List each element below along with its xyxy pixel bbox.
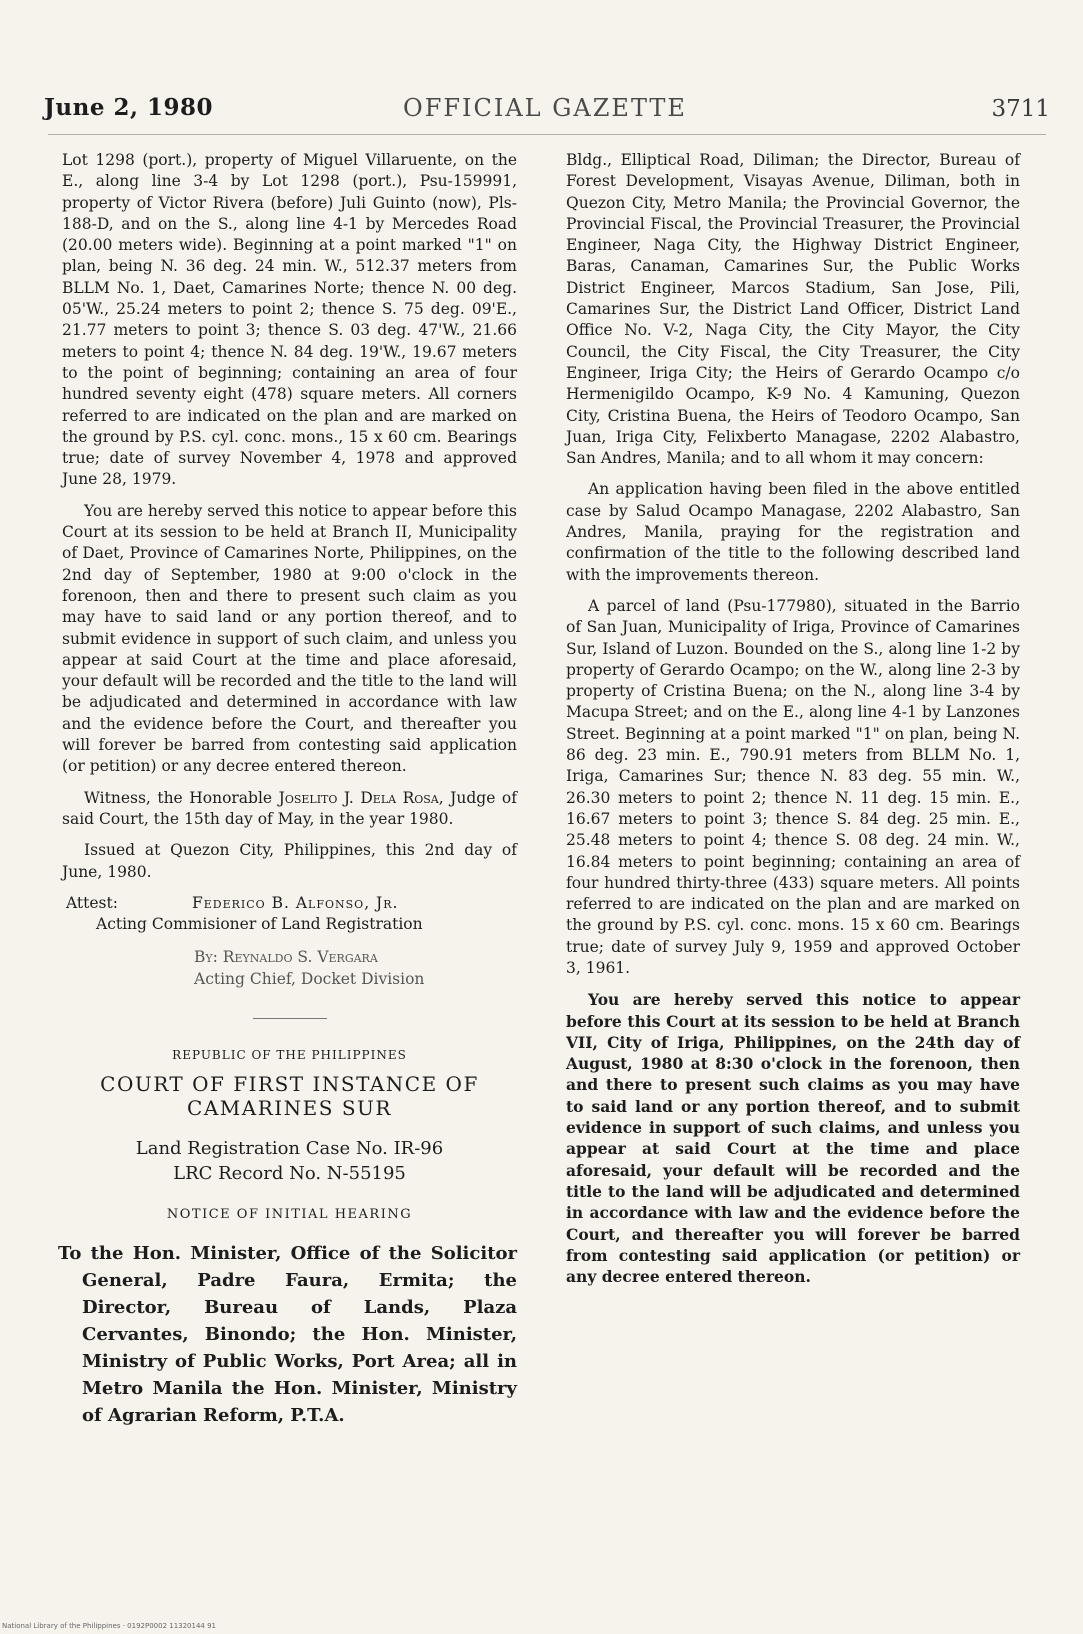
page-number: 3711 [991,96,1050,122]
court-name-line-2: CAMARINES SUR [187,1096,392,1121]
right-column [566,150,1020,1297]
addressee-continuation: Bldg., Elliptical Road, Diliman; the Director, Bureau of Forest Development, Visayas Avenue, Diliman, both in Quezon City, Metro Manila; the Provincial Governor, the Provincial Fiscal, the Provincial Treasurer, the Provincial Engineer, Naga City, the Highway District Engineer, Baras, Canaman, Camarines Sur, the Public Works District Engineer, Marcos Stadium, San Jose, Pili, Camarines Sur, the District Land Officer, District Land Office No. V-2, Naga City, the City Mayor, the City Council, the City Fiscal, the City Treasurer, the City Engineer, Iriga City; the Heirs of Gerardo Ocampo c/o Hermenigildo Ocampo, K-9 No. 4 Kamuning, Quezon City, Cristina Buena, the Heirs of Teodoro Ocampo, San Juan, Iriga City, Felixberto Managase, 2202 Alabastro, San Andres, Manila; and to all whom it may concern: [566,151,1020,468]
scan-source-note: National Library of the Philippines · 0192P0002 11320144 91 [2,1622,217,1630]
witness-paragraph [62,788,517,831]
judge-name: Joselito J. Dela Rosa [278,788,439,807]
attest-block [62,893,517,990]
attest-name: Federico B. Alfonso, Jr. [192,893,399,912]
section-divider [253,1018,327,1019]
by-title: Acting Chief, Docket Division [194,969,425,988]
page-header [40,88,1050,128]
addressee-paragraph: To the Hon. Minister, Office of the Solicitor General, Padre Faura, Ermita; the Director, Bureau of Lands, Plaza Cervantes, Binondo; the Hon. Minister, Ministry of Public Works, Port Area; all in Metro Manila the Hon. Minister, Ministry of Agrarian Reform, P.T.A. [58,1242,517,1426]
hearing-notice-paragraph: You are hereby served this notice to appear before this Court at its session to be held at Branch VII, City of Iriga, Philippines, on the 24th day of August, 1980 at 8:30 o'clock in the forenoon, then and there to present such claims as you may have to said land or any portion thereof, and to submit evidence in support of such claims, and unless you appear at said Court at the time and place aforesaid, your default will be recorded and the title to the land will be adjudicated and determined in accordance with law and the evidence before the Court, and thereafter you will forever be barred from contesting said application (or petition) or any decree entered thereon. [566,990,1020,1287]
court-name [62,1072,517,1120]
court-name-line-1: COURT OF FIRST INSTANCE OF [100,1072,479,1097]
served-notice-paragraph: You are hereby served this notice to appear before this Court at its session to be held at Branch II, Municipality of Daet, Province of Camarines Norte, Philippines, on the 2nd day of September, 1980 at 9:00 o'clock in the forenoon, then and there to present such claim as you may have to said land or any portion thereof, and to submit evidence in support of such claim, and unless you appear at said Court at the time and place aforesaid, your default will be recorded and the title to the land will be adjudicated and determined in accordance with law and the evidence before the Court, and thereafter you will forever be barred from contesting said application (or petition) or any decree entered thereon. [62,501,517,776]
by-name: By: Reynaldo S. Vergara [194,948,378,967]
issue-date: June 2, 1980 [44,94,213,121]
header-rule [48,134,1046,135]
lot-description-paragraph: Lot 1298 (port.), property of Miguel Villaruente, on the E., along line 3-4 by Lot 1298 (port.), Psu-159991, property of Victor Rivera (before) Juli Guinto (now), Pls-188-D, and on the S., along line 4-1 by Mercedes Road (20.00 meters wide). Beginning at a point marked "1" on plan, being N. 36 deg. 24 min. W., 512.37 meters from BLLM No. 1, Daet, Camarines Norte; thence N. 00 deg. 05'W., 25.24 meters to point 2; thence S. 75 deg. 09'E., 21.77 meters to point 3; thence S. 03 deg. 47'W., 21.66 meters to point 4; thence N. 84 deg. 19'W., 19.67 meters to the point of beginning; containing an area of four hundred seventy eight (478) square meters. All corners referred to are indicated on the plan and are marked on the ground by P.S. cyl. conc. mons., 15 x 60 cm. Bearings true; date of survey November 4, 1978 and approved June 28, 1979. [62,151,517,489]
left-column [58,150,517,1439]
attest-label: Attest: [66,893,118,912]
parcel-description-paragraph: A parcel of land (Psu-177980), situated in the Barrio of San Juan, Municipality of Iriga, Province of Camarines Sur, Island of Luzon. Bounded on the S., along line 1-2 by property of Gerardo Ocampo; on the W., along line 2-3 by property of Cristina Buena; on the N., along line 3-4 by Macupa Street; and on the E., along line 4-1 by Lanzones Street. Beginning at a point marked "1" on plan, being N. 86 deg. 23 min. E., 790.91 meters from BLLM No. 1, Iriga, Camarines Sur; thence N. 83 deg. 55 min. W., 26.30 meters to point 2; thence N. 11 deg. 15 min. E., 16.67 meters to point 3; thence S. 84 deg. 25 min. E., 25.48 meters to point 4; thence S. 08 deg. 24 min. W., 16.84 meters to point beginning; containing an area of four hundred thirty-three (433) square meters. All points referred to are indicated on the plan and are marked on the ground by P.S. cyl. conc. mons. 15 x 60 cm. Bearings true; date of survey July 9, 1959 and approved October 3, 1961. [566,596,1020,977]
publication-title: OFFICIAL GAZETTE [403,94,687,122]
by-block [62,947,517,990]
lrc-record: LRC Record No. N-55195 [173,1163,406,1185]
witness-pre: Witness, the Honorable [84,788,279,807]
case-number: Land Registration Case No. IR-96 [135,1138,444,1160]
issued-paragraph: Issued at Quezon City, Philippines, this 2nd day of June, 1980. [62,841,517,881]
notice-heading: NOTICE OF INITIAL HEARING [166,1207,413,1223]
republic-label: REPUBLIC OF THE PHILIPPINES [172,1047,407,1062]
attest-title: Acting Commisioner of Land Registration [96,915,423,934]
application-paragraph: An application having been filed in the above entitled case by Salud Ocampo Managase, 2202 Alabastro, San Andres, Manila, praying for the registration and confirmation of the title to the following described land with the improvements thereon. [566,480,1020,584]
witness-post: , Judge of said Court, the 15th day of May, in the year 1980. [62,788,517,828]
